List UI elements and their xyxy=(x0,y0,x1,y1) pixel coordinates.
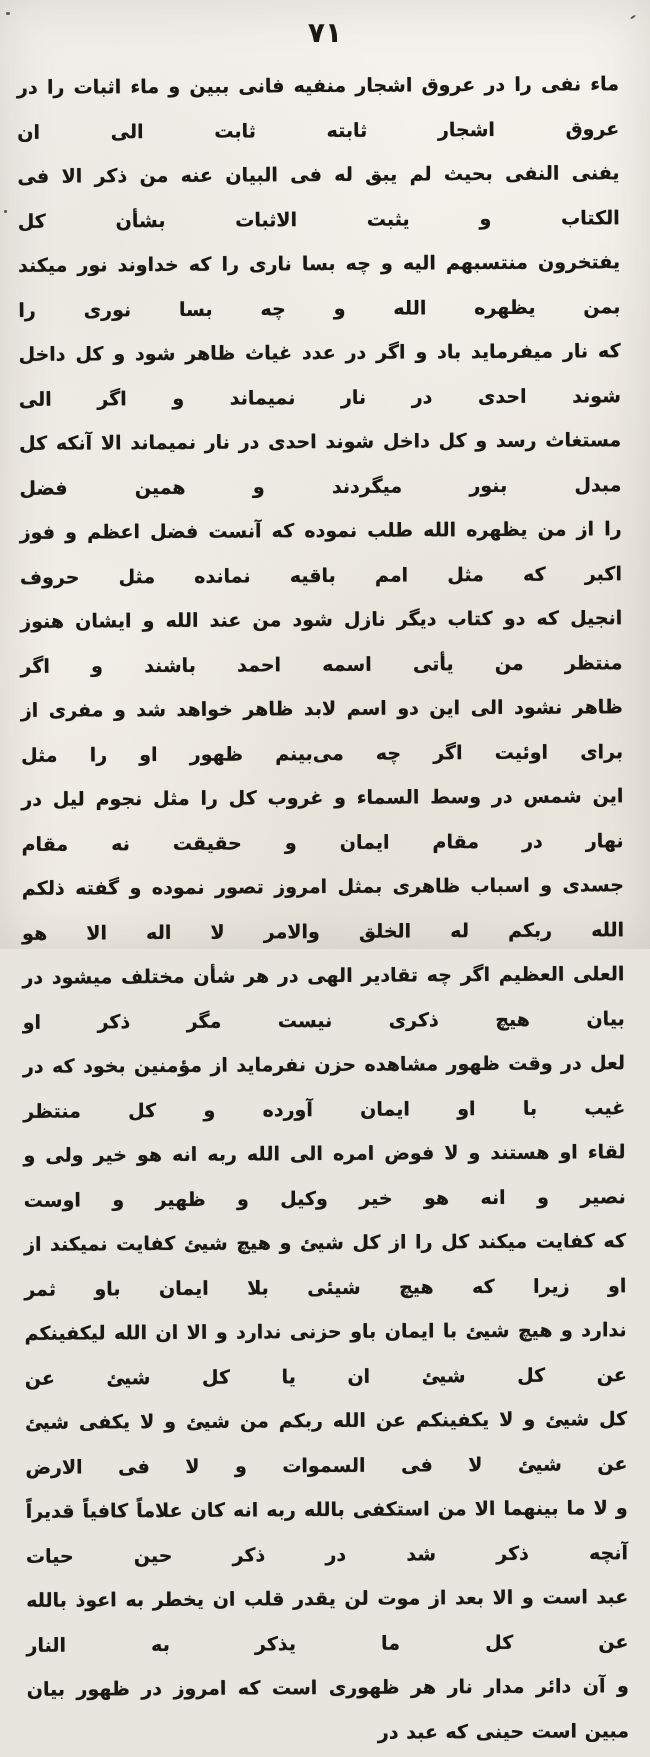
scan-speck xyxy=(4,210,7,213)
text-line: این شمس در وسط السماء و غروب کل را مثل نجوم لیل در نهار در مقام ایمان و حقیقت نه مقام xyxy=(21,785,624,856)
text-line: جسدی و اسباب ظاهری بمثل امروز تصور نموده و گفته ذلکم الله ربکم له الخلق والامر لا اله الا هو xyxy=(21,874,625,945)
text-line: را از من یظهره الله طلب نموده که آنست فضل اعظم و فوز اکبر که مثل امم باقیه نمانده مثل حروف xyxy=(19,518,623,589)
text-line: یفتخرون منتسبهم الیه و چه بسا ناری را که خداوند نور میکند بمن یظهره الله و چه بسا نوری را xyxy=(17,251,621,322)
text-line: ماء نفی را در عروق اشجار منفیه فانی ببین و ماء اثبات را در عروق اشجار ثابته ثابت الی ان xyxy=(16,73,620,144)
text-line: که کفایت میکند کل را از کل شیئ و هیچ شیئ کفایت نمیکند از او زیرا که هیچ شیئی بلا ایمان باو ثمر xyxy=(23,1230,627,1301)
text-line: لعل در وقت ظهور مشاهده حزن نفرماید از مؤمنین بخود که در غیب با او ایمان آورده و کل منتظر xyxy=(22,1052,626,1123)
text-line: لقاء او هستند و لا فوض امره الی الله ربه انه هو خیر ولی و نصیر و انه هو خیر وکیل و ظهیر و اوست xyxy=(23,1141,626,1212)
text-line: مستغاث رسد و کل داخل شوند احدی در نار نمیماند الا آنکه کل مبدل بنور میگردند و همین فضل xyxy=(19,429,622,500)
text-line: که نار میفرماید باد و اگر در عدد غیاث ظاهر شود و کل داخل شوند احدی در نار نمیماند و اگر الی xyxy=(18,340,621,411)
text-line: عبد است و الا بعد از موت لن یقدر قلب ان یخطر به اعوذ بالله عن کل ما یذکر به النار xyxy=(26,1586,629,1657)
text-line: و آن دائر مدار نار هر ظهوری است که امروز در ظهور بیان مبین است حینی که عبد در xyxy=(26,1675,630,1744)
text-line: العلی العظیم اگر چه تقادیر الهی در هر شأن مختلف میشود در بیان هیچ ذکری نیست مگر ذکر او xyxy=(22,963,625,1034)
text-line: کل شیئ و لا یکفینکم عن الله ربکم من شیئ و لا یکفی شیئ عن شیئ لا فی السموات و لا فی الارض xyxy=(25,1408,628,1479)
text-line: و لا ما بینهما الا من استکفی بالله ربه انه کان علاماً کافیاً قدیراً آنچه ذکر شد در ذکر حین حیات xyxy=(25,1497,629,1568)
text-line: یفنی النفی بحیث لم یبق له فی البیان عنه من ذکر الا فی الکتاب و یثبت الاثبات بشأن کل xyxy=(17,162,620,233)
page-number: ٧١ xyxy=(307,16,343,49)
text-line: انجیل که دو کتاب دیگر نازل شود من عند الله و ایشان هنوز منتظر من یأتی اسمه احمد باشند و اگر xyxy=(20,607,623,678)
text-line: ظاهر نشود الی این دو اسم لابد ظاهر خواهد شد و مفری از برای اوئیت اگر چه می‌بینم ظهور او را مثل xyxy=(20,696,624,767)
scan-speck xyxy=(6,12,10,15)
manuscript-text-block xyxy=(17,62,629,1757)
text-line: ندارد و هیچ شیئ با ایمان باو حزنی ندارد و الا ان الله لیکفینکم عن کل شیئ ان یا کل شیئ عن xyxy=(24,1319,627,1390)
